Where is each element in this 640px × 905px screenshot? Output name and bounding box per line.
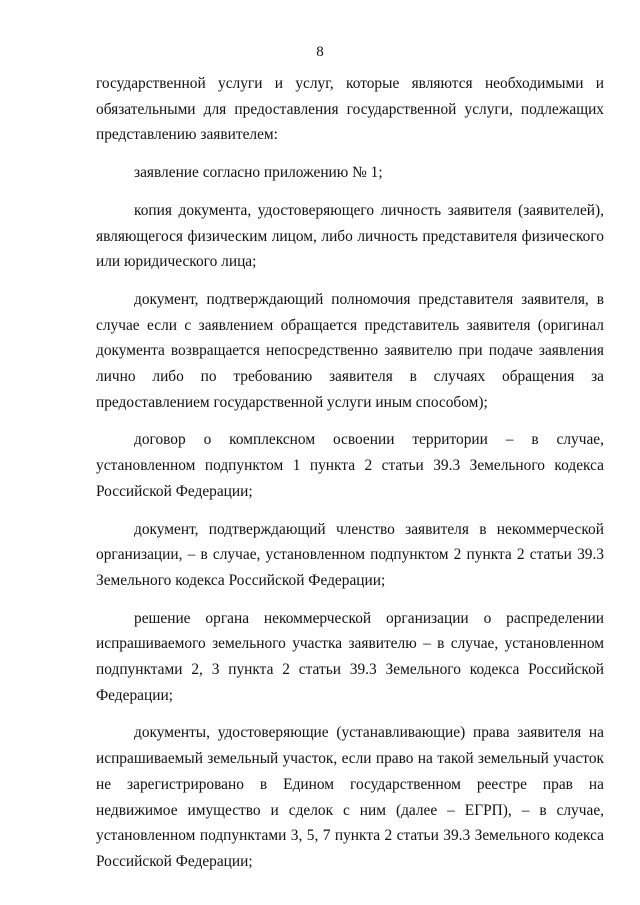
paragraph-organization-decision: решение органа некоммерческой организации о распределении испрашиваемого земельного участка заявителю – в случае, установленном подпунктами 2, 3 пункта 2 статьи 39.3 Земельного кодекса Российской Федерации; <box>96 609 604 704</box>
paragraph-membership-document: документ, подтверждающий членство заявителя в некоммерческой организации, – в случае, установленном подпунктом 2 пункта 2 статьи 39.3 Земельного кодекса Российской Федерации; <box>96 520 604 589</box>
paragraph-land-rights-documents: документы, удостоверяющие (устанавливающие) права заявителя на испрашиваемый земельный участок, если право на такой земельный участок не зарегистрировано в Едином государственном реестре прав на недвижимое имущество и сделок с ним (далее – ЕГРП), – в случае, установленном подпунктами 3, 5, 7 пункта 2 статьи 39.3 Земельного кодекса Российской Федерации; <box>96 724 604 870</box>
page-number: 8 <box>316 44 324 60</box>
paragraph-identity-document: копия документа, удостоверяющего личность заявителя (заявителей), являющегося физическим лицом, либо личность представителя физического или юридического лица; <box>96 201 604 271</box>
document-body <box>96 71 604 887</box>
paragraph-territory-agreement: договор о комплексном освоении территории – в случае, установленном подпунктом 1 пункта 2 статьи 39.3 Земельного кодекса Российской Федерации; <box>96 431 604 500</box>
paragraph-continuation: государственной услуги и услуг, которые являются необходимыми и обязательными для предоставления государственной услуги, подлежащих представлению заявителем: <box>96 75 604 144</box>
paragraph-application-form: заявление согласно приложению № 1; <box>134 164 383 182</box>
paragraph-representative-authority: документ, подтверждающий полномочия представителя заявителя, в случае если с заявлением обращается представитель заявителя (оригинал документа возвращается непосредственно заявителю при подаче заявления лично либо по требованию заявителя в случаях обращения за предоставлением государственной услуги иным способом); <box>96 290 604 411</box>
